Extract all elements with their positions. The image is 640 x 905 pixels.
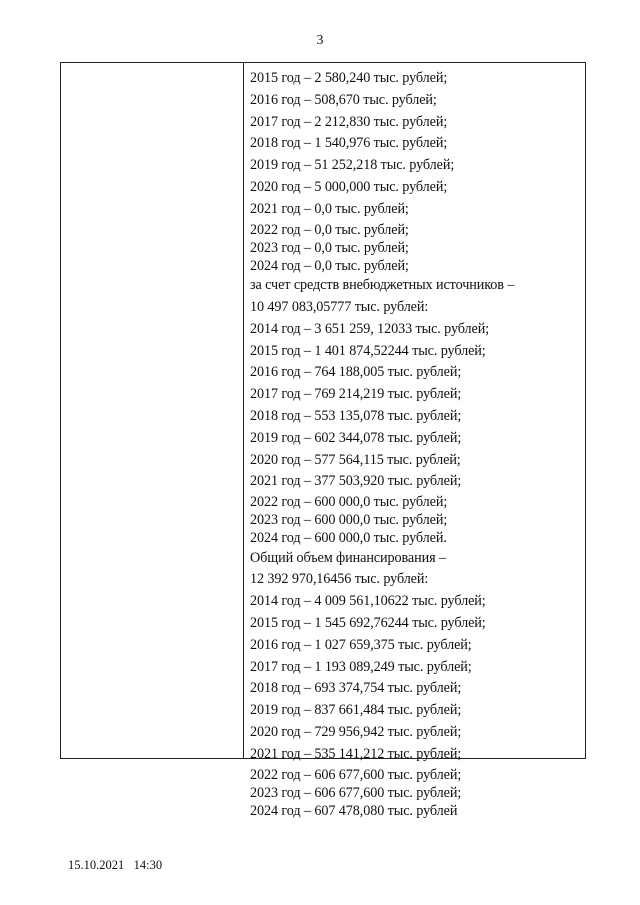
- funding-line: 2016 год – 764 188,005 тыс. рублей;: [250, 364, 462, 381]
- funding-line: 2015 год – 2 580,240 тыс. рублей;: [250, 70, 448, 86]
- funding-line: 2023 год – 600 000,0 тыс. рублей;: [250, 512, 448, 529]
- funding-line: 2016 год – 508,670 тыс. рублей;: [250, 91, 437, 108]
- funding-line: 2018 год – 1 540,976 тыс. рублей;: [250, 135, 448, 152]
- funding-line: 2017 год – 769 214,219 тыс. рублей;: [250, 386, 462, 403]
- funding-line: за счет средств внебюджетных источников –: [250, 277, 515, 294]
- funding-line: 2021 год – 0,0 тыс. рублей;: [250, 200, 409, 217]
- funding-line: 2023 год – 0,0 тыс. рублей;: [250, 239, 409, 256]
- funding-line: 2018 год – 693 374,754 тыс. рублей;: [250, 680, 462, 697]
- funding-line: 2020 год – 729 956,942 тыс. рублей;: [250, 724, 462, 741]
- funding-line: 2020 год – 577 564,115 тыс. рублей;: [250, 451, 461, 468]
- funding-line: 2015 год – 1 401 874,52244 тыс. рублей;: [250, 342, 486, 359]
- funding-line: 2021 год – 535 141,212 тыс. рублей;: [250, 745, 462, 762]
- funding-line: 2014 год – 3 651 259, 12033 тыс. рублей;: [250, 320, 490, 337]
- funding-line: 2019 год – 837 661,484 тыс. рублей;: [250, 702, 462, 719]
- funding-line: 2023 год – 606 677,600 тыс. рублей;: [250, 784, 462, 801]
- funding-line: 2017 год – 2 212,830 тыс. рублей;: [250, 113, 448, 130]
- funding-line: 2018 год – 553 135,078 тыс. рублей;: [250, 407, 462, 424]
- funding-line: 2017 год – 1 193 089,249 тыс. рублей;: [250, 658, 472, 675]
- footer-timestamp: 15.10.2021 14:30: [68, 858, 163, 872]
- funding-line: 2020 год – 5 000,000 тыс. рублей;: [250, 178, 448, 195]
- page-number: 3: [316, 33, 324, 48]
- funding-lines-list: [250, 68, 581, 820]
- funding-line: 2015 год – 1 545 692,76244 тыс. рублей;: [250, 615, 486, 632]
- funding-line: 12 392 970,16456 тыс. рублей:: [250, 571, 429, 588]
- funding-line: 2019 год – 51 252,218 тыс. рублей;: [250, 157, 455, 174]
- funding-line: 2014 год – 4 009 561,10622 тыс. рублей;: [250, 593, 486, 610]
- funding-line: 2019 год – 602 344,078 тыс. рублей;: [250, 429, 462, 446]
- funding-line: 2024 год – 0,0 тыс. рублей;: [250, 257, 409, 274]
- table-right-cell: [244, 63, 585, 820]
- funding-line: 10 497 083,05777 тыс. рублей:: [250, 298, 429, 315]
- funding-table: [60, 62, 586, 820]
- funding-line: 2016 год – 1 027 659,375 тыс. рублей;: [250, 636, 472, 653]
- funding-line: 2024 год – 600 000,0 тыс. рублей.: [250, 530, 447, 547]
- table-left-cell: [61, 63, 244, 758]
- funding-line: Общий объем финансирования –: [250, 549, 446, 566]
- funding-line: 2022 год – 0,0 тыс. рублей;: [250, 221, 409, 238]
- funding-line: 2021 год – 377 503,920 тыс. рублей;: [250, 473, 462, 490]
- funding-line: 2022 год – 606 677,600 тыс. рублей;: [250, 766, 462, 783]
- funding-line: 2024 год – 607 478,080 тыс. рублей: [250, 803, 458, 820]
- funding-line: 2022 год – 600 000,0 тыс. рублей;: [250, 494, 448, 511]
